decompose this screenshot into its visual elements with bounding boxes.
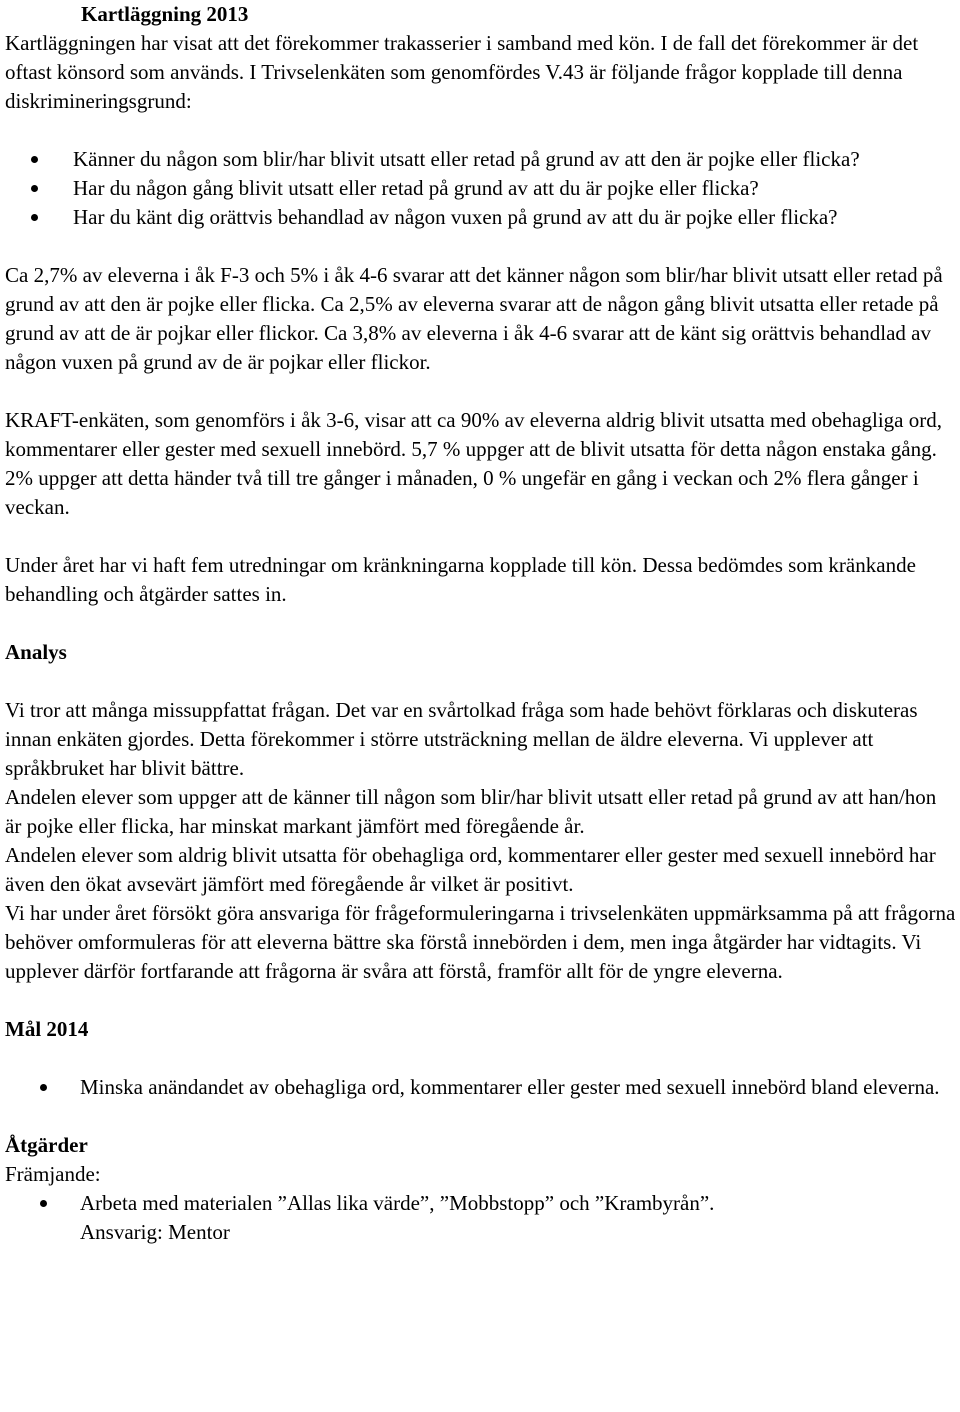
heading-analys: Analys xyxy=(5,640,67,664)
heading-atgarder: Åtgärder xyxy=(5,1133,88,1157)
analys-paragraph: Andelen elever som aldrig blivit utsatta för obehagliga ord, kommentarer eller gester med sexuell innebörd har även den ökat avsevärt jämfört med föregående år vilket är positivt. xyxy=(5,843,936,896)
spacer xyxy=(5,1102,956,1131)
goal-item xyxy=(5,1073,956,1102)
question-list xyxy=(5,145,956,232)
question-text: Känner du någon som blir/har blivit utsatt eller retad på grund av att den är pojke eller flicka? xyxy=(73,147,860,171)
question-text: Har du känt dig orättvis behandlad av någon vuxen på grund av att du är pojke eller flicka? xyxy=(73,205,838,229)
investigations-paragraph: Under året har vi haft fem utredningar om kränkningarna kopplade till kön. Dessa bedömdes som kränkande behandling och åtgärder sattes in. xyxy=(5,553,916,606)
spacer xyxy=(5,1044,956,1073)
bullet-icon xyxy=(40,1200,47,1207)
action-text: Arbeta med materialen ”Allas lika värde”, ”Mobbstopp” och ”Krambyrån”. xyxy=(80,1191,715,1215)
question-item xyxy=(5,203,956,232)
action-responsible: Ansvarig: Mentor xyxy=(80,1220,230,1244)
heading-mal-2014: Mål 2014 xyxy=(5,1017,89,1041)
question-item xyxy=(5,145,956,174)
bullet-icon xyxy=(31,156,38,163)
bullet-icon xyxy=(40,1084,47,1091)
analys-paragraph: Andelen elever som uppger att de känner till någon som blir/har blivit utsatt eller retad på grund av att han/hon är pojke eller flicka, har minskat markant jämfört med föregående år. xyxy=(5,785,937,838)
intro-paragraph: Kartläggningen har visat att det förekommer trakasserier i samband med kön. I de fall det förekommer är det oftast könsord som används. I Trivselenkäten som genomfördes V.43 är följande frågor kopplade till denna diskrimineringsgrund: xyxy=(5,31,919,113)
analys-paragraph: Vi har under året försökt göra ansvariga för frågeformuleringarna i trivselenkäten uppmärksamma på att frågorna behöver omformuleras för att eleverna bättre ska förstå innebörden i dem, men inga åtgärder har vidtagits. Vi upplever därför fortfarande att frågorna är svåra att förstå, framför allt för de yngre eleverna. xyxy=(5,901,956,983)
spacer xyxy=(5,609,956,638)
question-text: Har du någon gång blivit utsatt eller retad på grund av att du är pojke eller flicka? xyxy=(73,176,759,200)
results-paragraph: Ca 2,7% av eleverna i åk F-3 och 5% i åk 4-6 svarar att det känner någon som blir/har blivit utsatt eller retad på grund av att den är pojke eller flicka. Ca 2,5% av eleverna svarar att de någon gång blivit utsatta eller retade på grund av att de är pojkar eller flickor. Ca 3,8% av eleverna i åk 4-6 svarar att de känt sig orättvis behandlad av någon vuxen på grund av de är pojkar eller flickor. xyxy=(5,263,943,374)
spacer xyxy=(5,522,956,551)
spacer xyxy=(5,667,956,696)
spacer xyxy=(5,377,956,406)
bullet-icon xyxy=(31,214,38,221)
action-item xyxy=(5,1189,956,1218)
spacer xyxy=(5,232,956,261)
question-item xyxy=(5,174,956,203)
heading-kartlaggning-2013: Kartläggning 2013 xyxy=(81,2,249,26)
bullet-icon xyxy=(31,185,38,192)
spacer xyxy=(5,116,956,145)
action-list xyxy=(5,1189,956,1218)
goal-text: Minska anändandet av obehagliga ord, kommentarer eller gester med sexuell innebörd bland eleverna. xyxy=(80,1075,940,1099)
analys-paragraph: Vi tror att många missuppfattat frågan. Det var en svårtolkad fråga som hade behövt förklaras och diskuteras innan enkäten gjordes. Detta förekommer i större utsträckning mellan de äldre eleverna. Vi upplever att språkbruket har blivit bättre. xyxy=(5,698,918,780)
goal-list xyxy=(5,1073,956,1102)
kraft-paragraph: KRAFT-enkäten, som genomförs i åk 3-6, visar att ca 90% av eleverna aldrig blivit utsatta med obehagliga ord, kommentarer eller gester med sexuell innebörd. 5,7 % uppger att de blivit utsatta för detta någon enstaka gång. 2% uppger att detta händer två till tre gånger i månaden, 0 % ungefär en gång i veckan och 2% flera gånger i veckan. xyxy=(5,408,942,519)
spacer xyxy=(5,986,956,1015)
subheading-framjande: Främjande: xyxy=(5,1162,101,1186)
